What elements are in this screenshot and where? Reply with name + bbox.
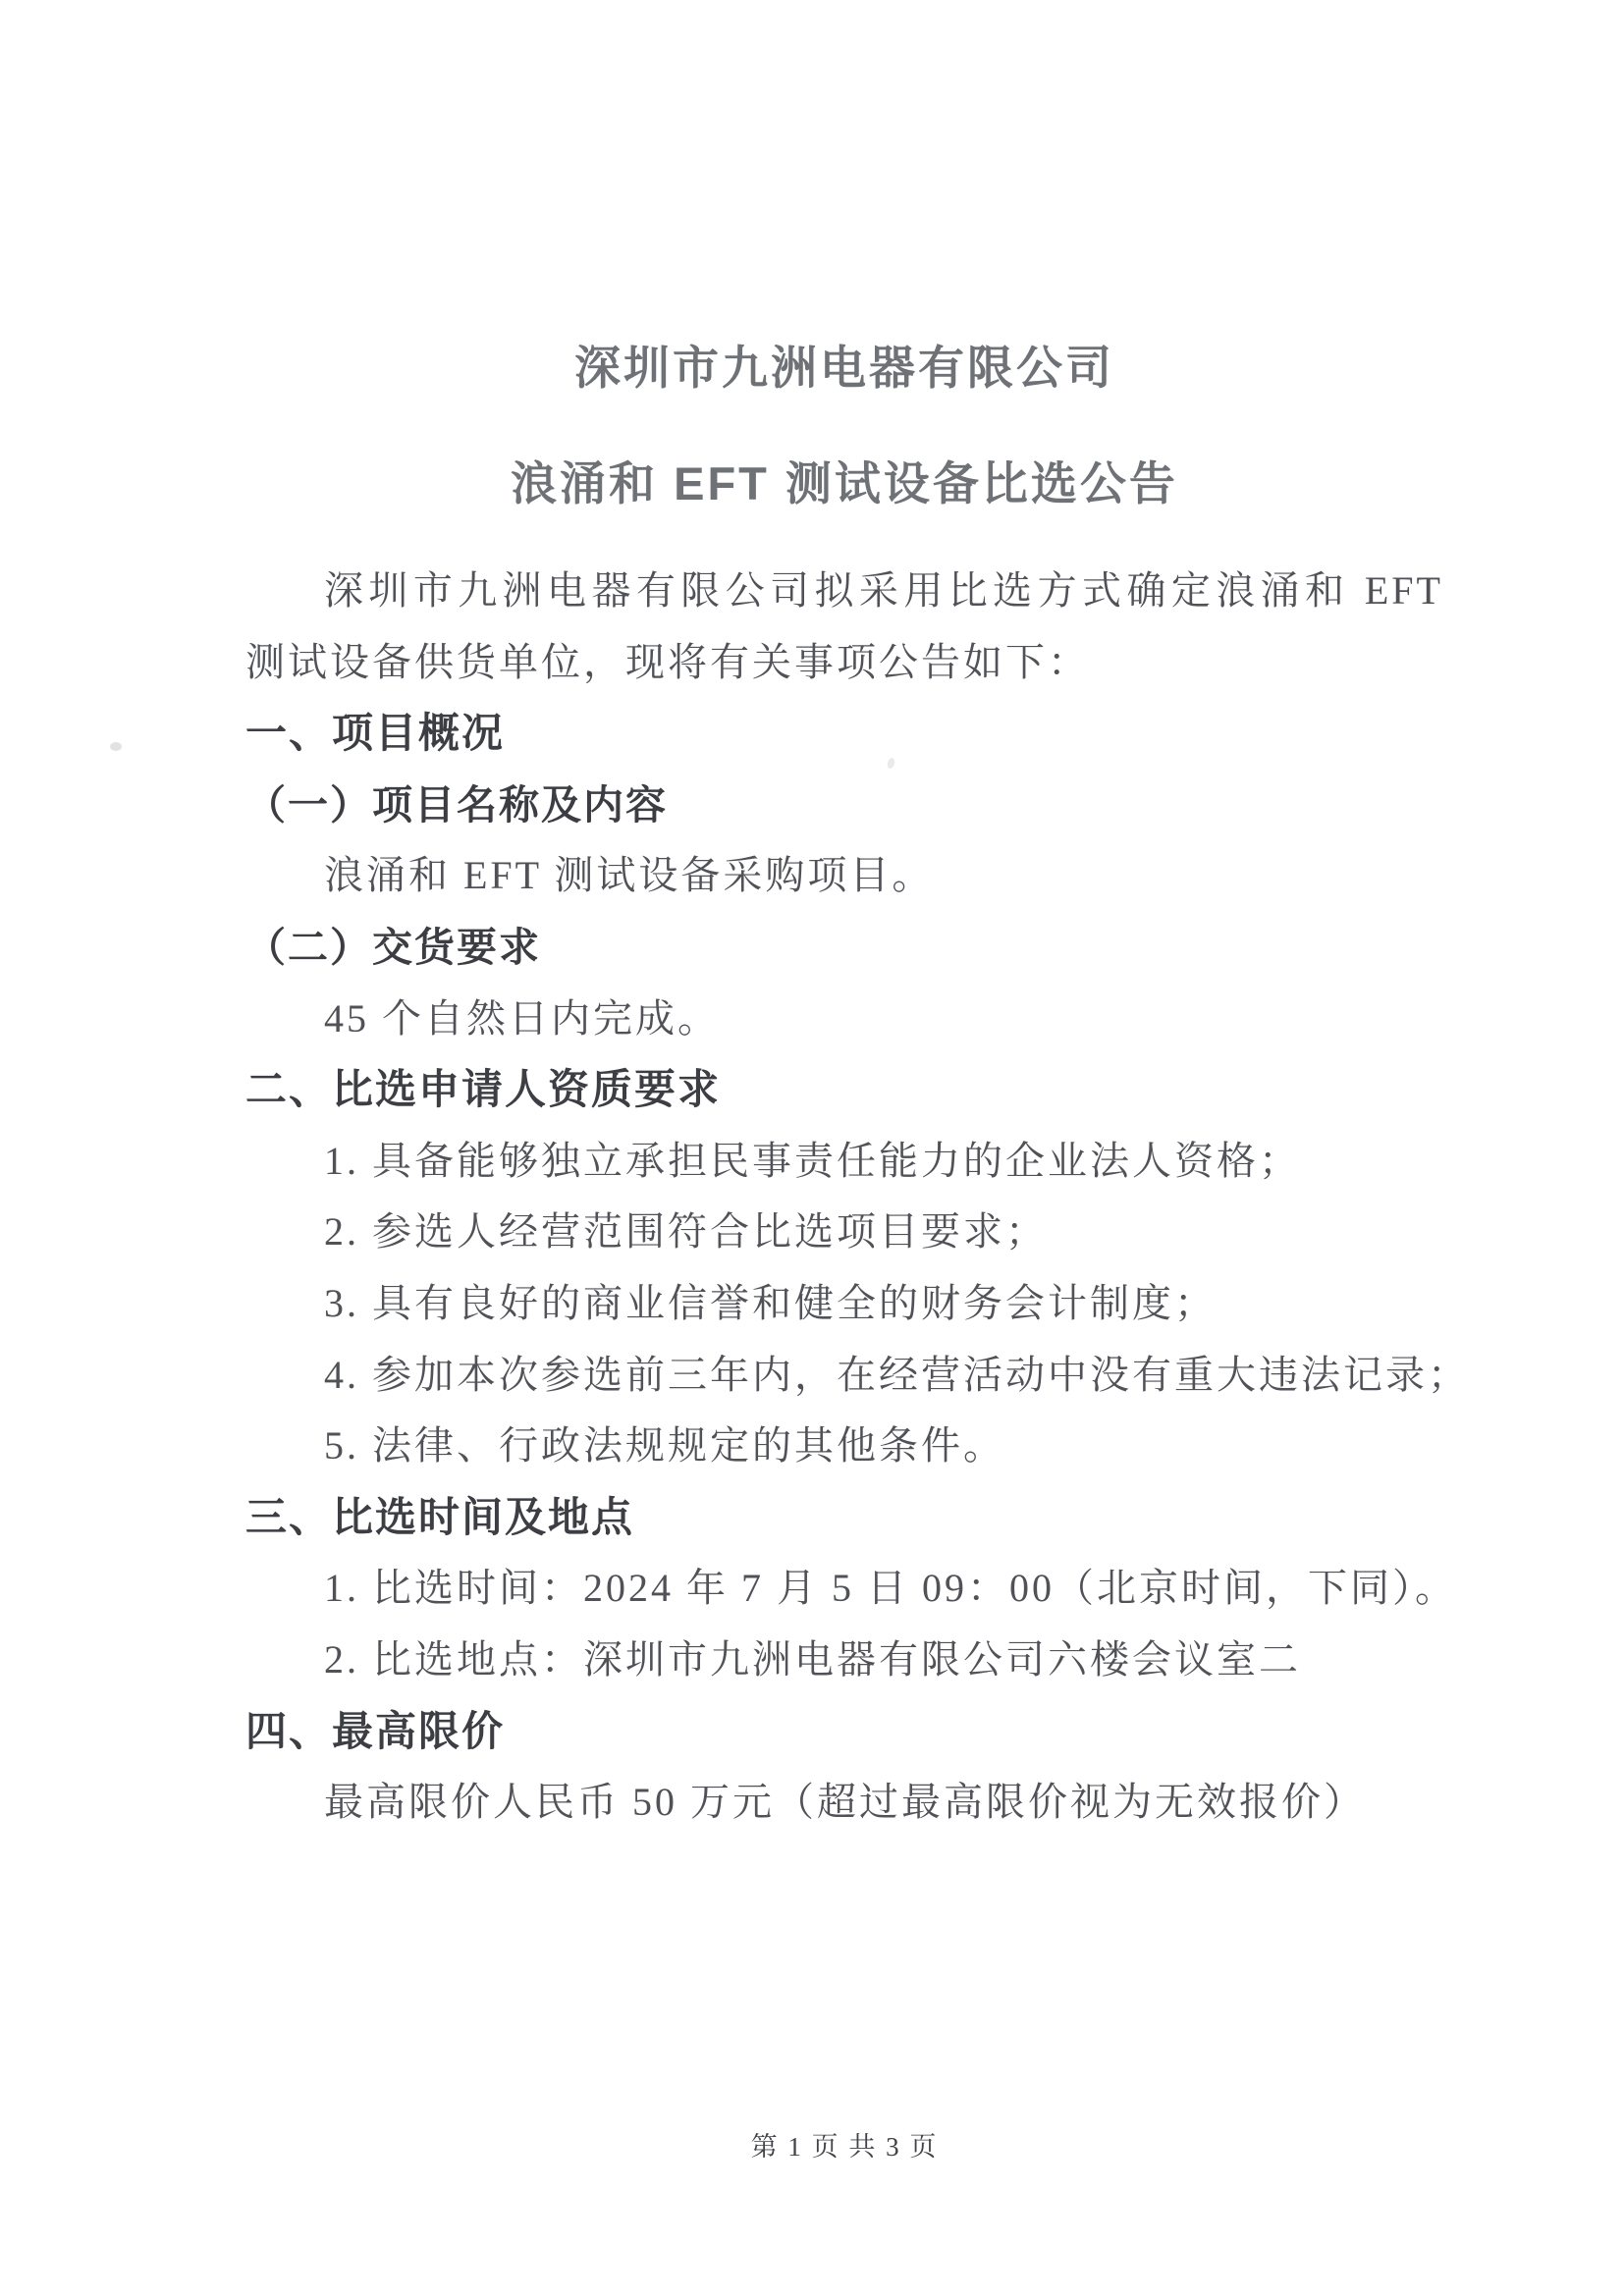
- subsection-1-body: 浪涌和 EFT 测试设备采购项目。: [324, 853, 935, 898]
- qualification-item-2: 2. 参选人经营范围符合比选项目要求；: [324, 1209, 1048, 1255]
- qualification-item-4: 4. 参加本次参选前三年内，在经营活动中没有重大违法记录；: [324, 1352, 1470, 1397]
- section-3-heading: 三、比选时间及地点: [245, 1493, 635, 1540]
- schedule-item-1: 1. 比选时间：2024 年 7 月 5 日 09：00（北京时间，下同）。: [324, 1566, 1457, 1611]
- schedule-item-2: 2. 比选地点：深圳市九洲电器有限公司六楼会议室二: [324, 1636, 1301, 1682]
- price-cap-body: 最高限价人民币 50 万元（超过最高限价视为无效报价）: [324, 1780, 1366, 1825]
- qualification-item-1: 1. 具备能够独立承担民事责任能力的企业法人资格；: [324, 1138, 1301, 1183]
- page-number: 第 1 页 共 3 页: [750, 2132, 939, 2162]
- subsection-2-body: 45 个自然日内完成。: [324, 995, 720, 1041]
- qualification-item-5: 5. 法律、行政法规规定的其他条件。: [324, 1423, 1005, 1468]
- intro-line-2: 测试设备供货单位，现将有关事项公告如下：: [245, 639, 1090, 684]
- announcement-subtitle: 浪涌和 EFT 测试设备比选公告: [511, 457, 1178, 509]
- section-2-heading: 二、比选申请人资质要求: [245, 1066, 722, 1113]
- intro-line-1: 深圳市九洲电器有限公司拟采用比选方式确定浪涌和 EFT: [324, 568, 1443, 613]
- company-title: 深圳市九洲电器有限公司: [574, 342, 1114, 394]
- section-4-heading: 四、最高限价: [245, 1707, 506, 1754]
- subsection-1-heading: （一）项目名称及内容: [245, 781, 668, 828]
- qualification-item-3: 3. 具有良好的商业信誉和健全的财务会计制度；: [324, 1280, 1217, 1325]
- scan-artifact-dot: [110, 742, 122, 751]
- title-block: [245, 339, 1443, 513]
- document-body: [245, 556, 1470, 1839]
- section-1-heading: 一、项目概况: [245, 710, 506, 757]
- subsection-2-heading: （二）交货要求: [245, 924, 541, 970]
